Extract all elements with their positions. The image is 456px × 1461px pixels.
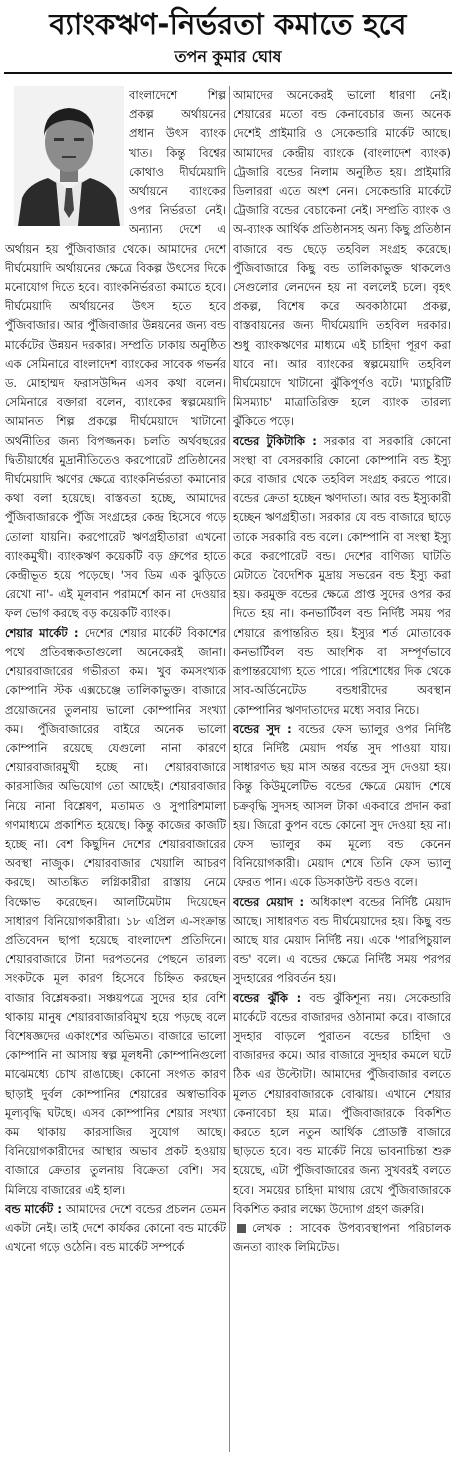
paragraph [233,720,451,893]
author-note [233,1219,451,1257]
article-column-left [5,86,226,1458]
paragraph-text: দেশের শেয়ার মার্কেট বিকাশের পথে প্রতিবন্ধকতাগুলো অনেকেরই জানা। শেয়ারবাজারের গভীরতা কম। খুব কমসংখ্যক কোম্পানি স্টক এক্সচেঞ্জে তালিকাভুক্ত। বাজারে প্রয়োজনের তুলনায় ভালো কোম্পানির সংখ্যা কম। পুঁজিবাজারের বাইরে অনেক ভালো কোম্পানি রয়েছে যেগুলো নানা কারণে শেয়ারবাজারমুখী হচ্ছে না। শেয়ারবাজারে কারসাজির অভিযোগ তো আছেই। শেয়ারবাজার নিয়ে নানা বিশ্লেষণ, মতামত ও সুপারিশমালা গণমাধ্যমে প্রকাশিত হয়েছে। কিন্তু কাজের কাজটি হচ্ছে না। বেশ কিছুদিন দেশের শেয়ারবাজারের অবস্থা নাজুক। শেয়ারবাজার খেয়ালি আচরণ করছে। আতঙ্কিত লগ্নিকারীরা রাস্তায় নেমে বিক্ষোভ করেছেন। আলটিমেটাম দিয়েছেন সাধারণ বিনিয়োগকারীরা। ১৮ এপ্রিল এ-সংক্রান্ত প্রতিবেদন ছাপা হয়েছে বাংলাদেশ প্রতিদিনে। শেয়ারবাজারে টানা দরপতনের পেছনে তারল্য সংকটকে মূল কারণ হিসেবে চিহ্নিত করছেন বাজার বিশ্লেষকরা। সঞ্চয়পত্রে সুদের হার বেশি থাকায় মানুষ শেয়ারবাজারবিমুখ হয়ে পড়ছে বলে বিশেষজ্ঞদের একাংশের অভিমত। বাজারে ভালো কোম্পানি না আসায় স্বল্প মূলধনী কোম্পানিগুলো মাঝেমধ্যে চোখ রাঙাচ্ছে। কোনো সংগত কারণ ছাড়াই দুর্বল কোম্পানির শেয়ারের অস্বাভাবিক মূল্যবৃদ্ধি ঘটছে। এসব কোম্পানির শেয়ার সংখ্যা কম থাকায় কারসাজির সুযোগ আছে। বিনিয়োগকারীদের আস্থার অভাব প্রকট হওয়ায় বাজারে ক্রেতার তুলনায় বিক্রেতা বেশি। সব মিলিয়ে বাজারের এই হাল। [5,625,226,1197]
subheading-bond-market: বন্ড মার্কেট : [5,1201,62,1216]
paragraph [233,989,451,1219]
paragraph-text: বাংলাদেশে শিল্প প্রকল্প অর্থায়নের প্রধান উৎস ব্যাংক খাত। কিন্তু বিশ্বের কোথাও দীর্ঘমেয়াদি অর্থায়নে ব্যাংকের ওপর নির্ভরতা নেই। অন্যান্য দেশে এ অর্থায়ন হয় পুঁজিবাজার থেকে। আমাদের দেশে দীর্ঘমেয়াদি অর্থায়নের ক্ষেত্রে বিকল্প উৎসের দিকে মনোযোগ দিতে হবে। ব্যাংকনির্ভরতা কমাতে হবে। দীর্ঘমেয়াদি অর্থায়নের উৎস হতে হবে পুঁজিবাজার। আর পুঁজিবাজার উন্নয়নের জন্য বন্ড মার্কেটের উন্নয়ন দরকার। সম্প্রতি ঢাকায় অনুষ্ঠিত এক সেমিনারে বাংলাদেশ ব্যাংকের সাবেক গভর্নর ড. মোহাম্মদ ফরাসউদ্দিন এসব কথা বলেন। সেমিনারে বক্তারা বলেন, ব্যাংকের স্বল্পমেয়াদি আমানত শিল্প প্রকল্পে দীর্ঘমেয়াদে খাটানো অর্থনীতির জন্য বিপজ্জনক। চলতি অর্থবছরের দ্বিতীয়ার্ধের মুদ্রানীতিতেও করপোরেট প্রতিষ্ঠানের দীর্ঘমেয়াদি ঋণের ক্ষেত্রে ব্যাংকনির্ভরতা কমানোর কথা বলা হয়েছে। বাস্তবতা হচ্ছে, আমাদের পুঁজিবাজারকে পুঁজি সংগ্রহের কেন্দ্র হিসেবে গড়ে তোলা যায়নি। করপোরেট ঋণগ্রহীতারা এখনো ব্যাংকমুখী। ব্যাংকঋণ কয়েকটি বড় গ্রুপের হাতে কেন্দ্রীভূত হয়ে পড়েছে। 'সব ডিম এক ঝুড়িতে রেখো না'- এই মূলবান পরামর্শে কান না দেওয়ার ফল ভোগ করছে বড় কয়েকটি ব্যাংক। [5,88,226,621]
paragraph-text: বন্ড ঝুঁকিশূন্য নয়। সেকেন্ডারি মার্কেটে বন্ডের বাজারদর ওঠানামা করে। বাজারে সুদহার বাড়লে পুরাতন বন্ডের চাহিদা ও বাজারদর কমে। আর বাজারে সুদহার কমলে ঘটে ঠিক এর উল্টোটা। আমাদের পুঁজিবাজার বলতে মূলত শেয়ারবাজারকে বোঝায়। এখানে শেয়ার কেনাবেচা হয় মাত্র। পুঁজিবাজারকে বিকশিত করতে হলে নতুন আর্থিক প্রোডাক্ট বাজারে ছাড়তে হবে। বন্ড মার্কেট নিয়ে ভাবনাচিন্তা শুরু হয়েছে, এটা পুঁজিবাজারের জন্য সুখবরই বলতে হবে। সময়ের চাহিদা মাথায় রেখে পুঁজিবাজারকে বিকশিত করার লক্ষ্যে উদ্যোগ গ্রহণ জরুরি। [233,990,451,1216]
paragraph [233,893,451,989]
headline: ব্যাংকঋণ-নির্ভরতা কমাতে হবে [49,7,407,41]
paragraph [5,1200,226,1258]
paragraph [233,432,451,720]
paragraph-text: আমাদের দেশে বন্ডের প্রচলন তেমন একটা নেই। তাই দেশে কার্যকর কোনো বন্ড মার্কেট এখনো গড়ে ওঠেনি। বন্ড মার্কেট সম্পর্কে [5,1201,226,1255]
subheading-bond-basics: বন্ডের টুকিটাকি : [233,433,317,448]
paragraph-text: সরকার বা সরকারি কোনো সংস্থা বা বেসরকারি কোনো কোম্পানি বন্ড ইস্যু করে বাজার থেকে তহবিল সংগ্রহ করতে পারে। বন্ডের ক্রেতা হচ্ছেন ঋণদাতা। আর বন্ড ইস্যুকারী হচ্ছেন ঋণগ্রহীতা। সরকার যে বন্ড বাজারে ছাড়ে তাকে সরকারি বন্ড বলে। কোম্পানি বা সংস্থা ইস্যু করে করপোরেট বন্ড। দেশের বাণিজ্য ঘাটতি মেটাতে বৈদেশিক মুদ্রায় সভরেন বন্ড ইস্যু করা হয়। করমুক্ত বন্ডের ক্ষেত্রে প্রাপ্ত সুদের ওপর কর দিতে হয় না। কনভার্টিবল বন্ড নির্দিষ্ট সময় পর শেয়ারে রূপান্তরিত হয়। ইস্যুর শর্ত মোতাবেক কনভার্টিবল বন্ড আংশিক বা সম্পূর্ণভাবে রূপান্তরযোগ্য হতে পারে। পরিশোধের দিক থেকে সাব-অর্ডিনেটেড বন্ডধারীদের অবস্থান কোম্পানির ঋণদাতাদের মধ্যে সবার নিচে। [233,433,451,717]
subheading-bond-interest: বন্ডের সুদ : [233,721,292,736]
paragraph [5,624,226,1200]
paragraph [233,86,451,432]
paragraph-text: বন্ডের ফেস ভ্যালুর ওপর নির্দিষ্ট হারে নির্দিষ্ট মেয়াদ পর্যন্ত সুদ পাওয়া যায়। সাধারণত ছয় মাস অন্তর বন্ডের সুদ দেওয়া হয়। কিন্তু কিউমুলেটিভ বন্ডের ক্ষেত্রে মেয়াদ শেষে চক্রবৃদ্ধি সুদসহ আসল টাকা একবারে প্রদান করা হয়। জিরো কুপন বন্ডে কোনো সুদ দেওয়া হয় না। ফেস ভ্যালুর কম মূল্যে বন্ড কেনেন বিনিয়োগকারী। মেয়াদ শেষে তিনি ফেস ভ্যালু ফেরত পান। একে ডিসকাউন্ট বন্ডও বলে। [233,721,451,890]
paragraph-text: আমাদের অনেকেরই ভালো ধারণা নেই। শেয়ারের মতো বন্ড কেনাবেচার জন্য অনেক দেশেই প্রাইমারি ও সেকেন্ডারি মার্কেট আছে। আমাদের কেন্দ্রীয় ব্যাংকে (বাংলাদেশ ব্যাংক) ট্রেজারি বন্ডের নিলাম অনুষ্ঠিত হয়। প্রাইমারি ডিলাররা এতে অংশ নেন। সেকেন্ডারি মার্কেটে ট্রেজারি বন্ডের বেচাকেনা নেই। সম্প্রতি ব্যাংক ও অ-ব্যাংক আর্থিক প্রতিষ্ঠানসহ অন্য কিছু প্রতিষ্ঠান বাজারে বন্ড ছেড়ে তহবিল সংগ্রহ করেছে। পুঁজিবাজারে কিছু বন্ড তালিকাভুক্ত থাকলেও সেগুলোর লেনদেন হয় না বললেই চলে। বৃহৎ প্রকল্প, বিশেষ করে অবকাঠামো প্রকল্প, বাস্তবায়নের জন্য দীর্ঘমেয়াদি তহবিল দরকার। শুধু ব্যাংকঋণের মাধ্যমে এই চাহিদা পূরণ করা যাবে না। আর ব্যাংকের স্বল্পমেয়াদি তহবিল দীর্ঘমেয়াদে খাটানো ঝুঁকিপূর্ণও বটে। 'ম্যাচুরিটি মিসম্যাচ' মাত্রাতিরিক্ত হলে ব্যাংক তারল্য ঝুঁকিতে পড়ে। [233,88,451,429]
header-rule [4,72,452,74]
subheading-bond-risk: বন্ডের ঝুঁকি : [233,990,302,1005]
article-column-right [233,86,451,1458]
photo-float-spacer [5,86,129,232]
paragraph-text: অধিকাংশ বন্ডের নির্দিষ্ট মেয়াদ আছে। সাধারণত বন্ড দীর্ঘমেয়াদের হয়। কিছু বন্ড আছে যার মেয়াদ নির্দিষ্ট নয়। একে 'পারপিচুয়াল বন্ড' বলে। এ বন্ডের ক্ষেত্রে নির্দিষ্ট সময় পরপর সুদহারের পরিবর্তন হয়। [233,894,451,986]
byline: তপন কুমার ঘোষ [174,47,282,66]
subheading-bond-maturity: বন্ডের মেয়াদ : [233,894,305,909]
subheading-share-market: শেয়ার মার্কেট : [5,625,79,640]
column-divider [229,86,230,1452]
author-note-text: লেখক : সাবেক উপব্যবস্থাপনা পরিচালক জনতা ব্যাংক লিমিটেড। [233,1220,451,1255]
grey-square-icon [237,1224,246,1233]
